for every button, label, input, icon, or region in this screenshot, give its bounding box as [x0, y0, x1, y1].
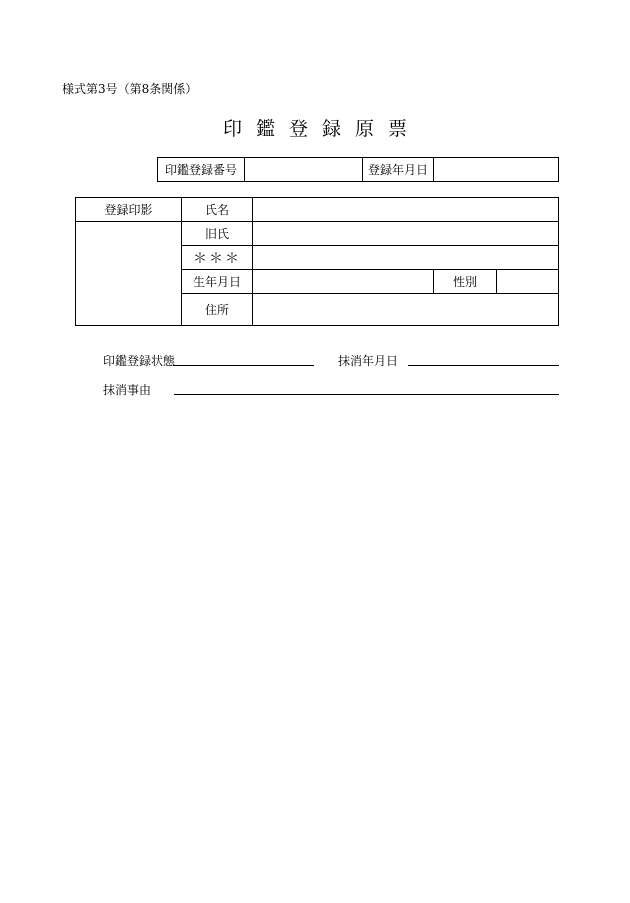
title-char: 鑑	[255, 118, 275, 140]
masked-field[interactable]	[253, 246, 559, 270]
reg-date-label: 登録年月日	[363, 158, 434, 182]
seal-label: 登録印影	[76, 198, 182, 222]
sex-field[interactable]	[497, 270, 559, 294]
former-name-field[interactable]	[253, 222, 559, 246]
seal-impression-area	[76, 222, 182, 326]
title-char: 録	[322, 118, 342, 140]
cancel-date-field-line[interactable]	[408, 352, 559, 366]
cancel-reason-label: 抹消事由	[103, 383, 152, 397]
page-title	[0, 114, 630, 141]
address-field[interactable]	[253, 294, 559, 326]
registration-header-table	[157, 157, 559, 182]
name-field[interactable]	[253, 198, 559, 222]
name-label: 氏名	[182, 198, 253, 222]
title-char: 印	[222, 118, 242, 140]
title-char: 登	[288, 118, 308, 140]
status-field-line[interactable]	[173, 352, 314, 366]
sex-label: 性別	[434, 270, 497, 294]
title-char: 原	[355, 118, 375, 140]
reg-number-label: 印鑑登録番号	[158, 158, 245, 182]
form-reference: 様式第3号（第8条関係）	[62, 82, 198, 96]
status-label: 印鑑登録状態	[103, 354, 176, 368]
birth-date-label: 生年月日	[182, 270, 253, 294]
title-char: 票	[388, 118, 408, 140]
reg-number-field[interactable]	[245, 158, 363, 182]
reg-date-field[interactable]	[434, 158, 559, 182]
masked-label: ＊＊＊	[182, 246, 253, 270]
cancel-reason-field-line[interactable]	[174, 381, 559, 395]
former-name-label: 旧氏	[182, 222, 253, 246]
birth-date-field[interactable]	[253, 270, 434, 294]
cancel-date-label: 抹消年月日	[338, 354, 399, 368]
address-label: 住所	[182, 294, 253, 326]
registrant-table	[75, 197, 559, 326]
